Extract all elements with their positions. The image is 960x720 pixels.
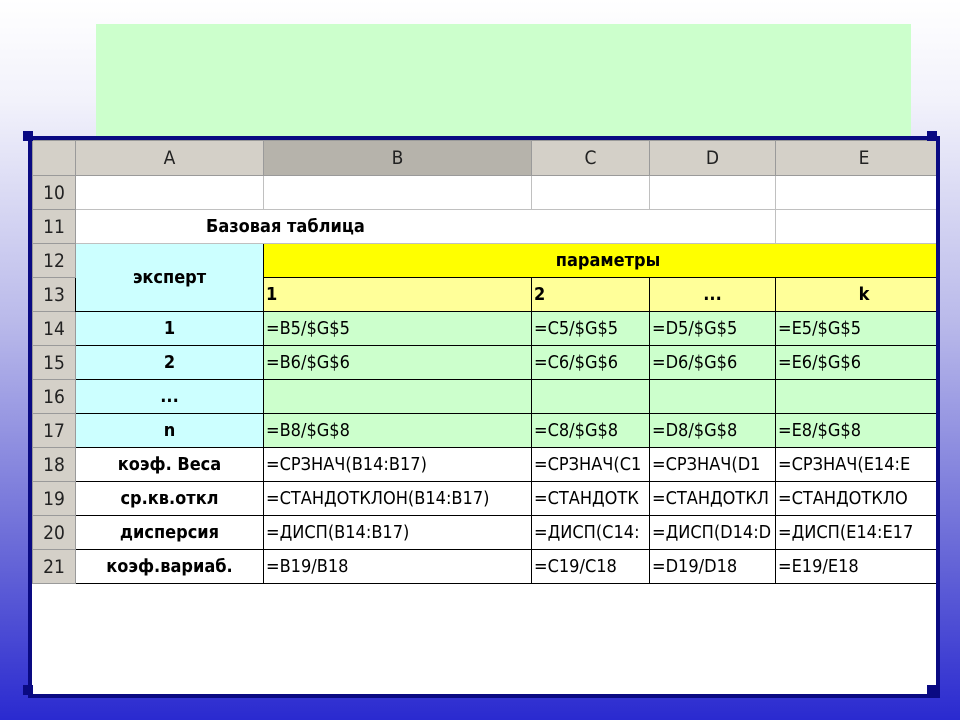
column-header-d[interactable]: D — [650, 141, 776, 176]
formula-cell[interactable]: =ДИСП(D14:D — [650, 516, 776, 550]
row-header[interactable]: 10 — [33, 176, 76, 210]
formula-cell[interactable] — [532, 380, 650, 414]
select-all-corner[interactable] — [33, 141, 76, 176]
cell-e11[interactable] — [776, 210, 941, 244]
formula-cell[interactable]: =СРЗНАЧ(С1 — [532, 448, 650, 482]
frame-corner-handle[interactable] — [927, 131, 937, 141]
cell-a10[interactable] — [76, 176, 264, 210]
expert-cell[interactable]: n — [76, 414, 264, 448]
formula-cell[interactable]: =СРЗНАЧ(B14:B17) — [264, 448, 532, 482]
formula-cell[interactable]: =ДИСП(B14:B17) — [264, 516, 532, 550]
row-header[interactable]: 17 — [33, 414, 76, 448]
row-header[interactable]: 19 — [33, 482, 76, 516]
formula-cell[interactable]: =C6/$G$6 — [532, 346, 650, 380]
cell-e10[interactable] — [776, 176, 941, 210]
table-row — [33, 244, 941, 278]
formula-cell[interactable]: =B6/$G$6 — [264, 346, 532, 380]
formula-cell[interactable]: =ДИСП(С14: — [532, 516, 650, 550]
formula-cell[interactable]: =B5/$G$5 — [264, 312, 532, 346]
formula-cell[interactable]: =B19/B18 — [264, 550, 532, 584]
expert-cell[interactable]: 2 — [76, 346, 264, 380]
expert-cell[interactable]: ... — [76, 380, 264, 414]
cell-d10[interactable] — [650, 176, 776, 210]
param-col-ellipsis[interactable]: ... — [650, 278, 776, 312]
formula-cell[interactable]: =СТАНДОТКЛОН(B14:B17) — [264, 482, 532, 516]
formula-cell[interactable]: =СТАНДОТКЛ — [650, 482, 776, 516]
table-title-cell[interactable]: Базовая таблица — [76, 210, 776, 244]
formula-cell[interactable]: =СТАНДОТКЛО — [776, 482, 941, 516]
formula-cell[interactable] — [650, 380, 776, 414]
formula-cell[interactable]: =E19/E18 — [776, 550, 941, 584]
table-row — [33, 380, 941, 414]
formula-cell[interactable]: =D5/$G$5 — [650, 312, 776, 346]
table-row — [33, 550, 941, 584]
formula-cell[interactable]: =E8/$G$8 — [776, 414, 941, 448]
table-row — [33, 482, 941, 516]
row-header[interactable]: 12 — [33, 244, 76, 278]
table-row — [33, 346, 941, 380]
formula-cell[interactable]: =СРЗНАЧ(D1 — [650, 448, 776, 482]
formula-cell[interactable]: =E6/$G$6 — [776, 346, 941, 380]
column-header-c[interactable]: C — [532, 141, 650, 176]
formula-cell[interactable]: =E5/$G$5 — [776, 312, 941, 346]
stat-label-cell[interactable]: коэф.вариаб. — [76, 550, 264, 584]
formula-cell[interactable]: =C5/$G$5 — [532, 312, 650, 346]
slide-title-box — [96, 24, 911, 136]
formula-cell[interactable]: =D6/$G$6 — [650, 346, 776, 380]
row-header[interactable]: 18 — [33, 448, 76, 482]
row-header[interactable]: 14 — [33, 312, 76, 346]
param-col-2[interactable]: 2 — [532, 278, 650, 312]
table-row — [33, 516, 941, 550]
table-row — [33, 312, 941, 346]
column-header-e[interactable]: E — [776, 141, 941, 176]
formula-cell[interactable]: =C19/C18 — [532, 550, 650, 584]
row-header[interactable]: 15 — [33, 346, 76, 380]
expert-header-cell[interactable]: эксперт — [76, 244, 264, 312]
row-header[interactable]: 13 — [33, 278, 76, 312]
param-col-1[interactable]: 1 — [264, 278, 532, 312]
formula-cell[interactable]: =ДИСП(E14:E17 — [776, 516, 941, 550]
table-row — [33, 448, 941, 482]
formula-cell[interactable]: =B8/$G$8 — [264, 414, 532, 448]
formula-cell[interactable]: =D8/$G$8 — [650, 414, 776, 448]
row-header[interactable]: 20 — [33, 516, 76, 550]
column-header-a[interactable]: A — [76, 141, 264, 176]
table-row — [33, 176, 941, 210]
spreadsheet-grid — [32, 140, 940, 584]
formula-cell[interactable]: =СТАНДОТК — [532, 482, 650, 516]
frame-corner-handle[interactable] — [927, 685, 937, 695]
param-col-k[interactable]: k — [776, 278, 941, 312]
expert-cell[interactable]: 1 — [76, 312, 264, 346]
column-header-b[interactable]: B — [264, 141, 532, 176]
frame-corner-handle[interactable] — [23, 131, 33, 141]
cell-b10[interactable] — [264, 176, 532, 210]
formula-cell[interactable] — [264, 380, 532, 414]
params-header-cell[interactable]: параметры — [264, 244, 941, 278]
frame-corner-handle[interactable] — [23, 685, 33, 695]
row-header[interactable]: 21 — [33, 550, 76, 584]
row-header[interactable]: 11 — [33, 210, 76, 244]
stat-label-cell[interactable]: дисперсия — [76, 516, 264, 550]
table-row — [33, 210, 941, 244]
formula-cell[interactable]: =СРЗНАЧ(E14:E — [776, 448, 941, 482]
formula-cell[interactable]: =C8/$G$8 — [532, 414, 650, 448]
stat-label-cell[interactable]: ср.кв.откл — [76, 482, 264, 516]
row-header[interactable]: 16 — [33, 380, 76, 414]
formula-cell[interactable] — [776, 380, 941, 414]
spreadsheet-frame — [28, 136, 940, 698]
stat-label-cell[interactable]: коэф. Веса — [76, 448, 264, 482]
formula-cell[interactable]: =D19/D18 — [650, 550, 776, 584]
cell-c10[interactable] — [532, 176, 650, 210]
column-header-row — [33, 141, 941, 176]
table-row — [33, 414, 941, 448]
